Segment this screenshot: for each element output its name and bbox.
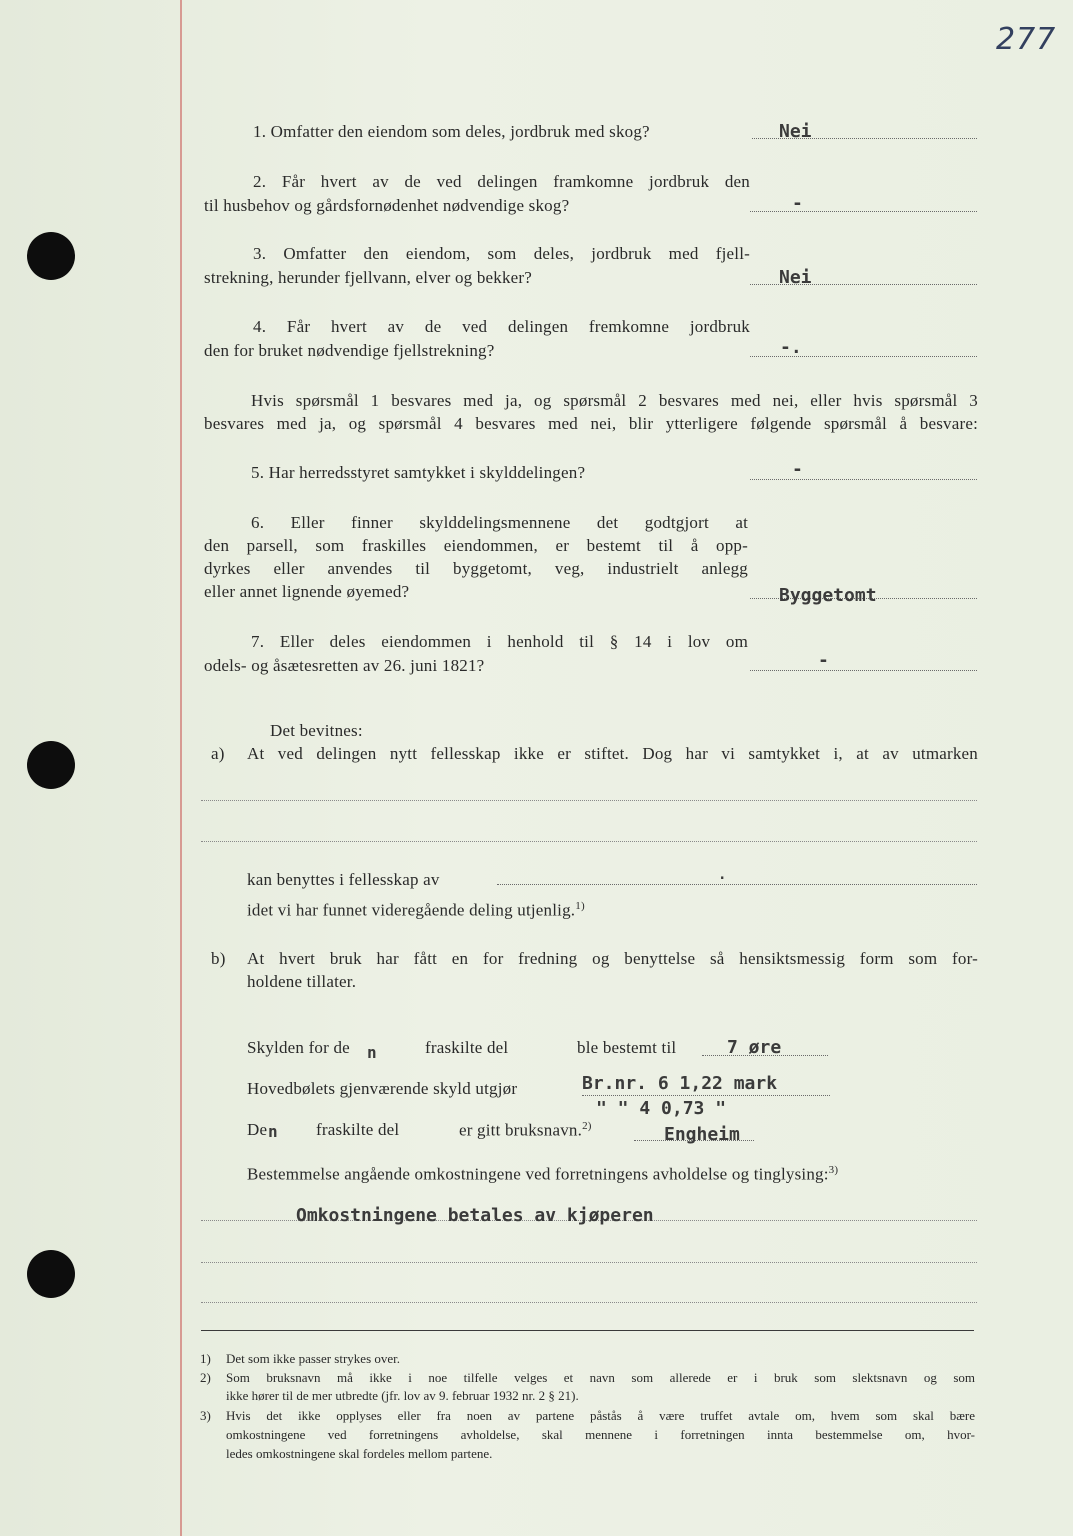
navn-label-c-text: er gitt bruksnavn. (459, 1120, 583, 1140)
condition-line-2: besvares med ja, og spørsmål 4 besvares med nei, blir ytterligere følgende spørsmål å besvare: (204, 414, 978, 433)
punch-hole-bottom (27, 1250, 75, 1298)
footnote-ref-3: 3) (828, 1164, 839, 1176)
attest-b-line-2: holdene tillater. (247, 972, 357, 991)
navn-label-b: fraskilte del (316, 1120, 400, 1139)
question-6-line-1: 6. Eller finner skylddelingsmennene det godtgjort at (251, 513, 748, 532)
fill-line-1 (201, 800, 977, 801)
skyld-label-a: Skylden for de (247, 1038, 350, 1057)
punch-hole-top (27, 232, 75, 280)
answer-4: -. (780, 337, 802, 358)
answer-7: - (818, 650, 829, 671)
attest-a-text: At ved delingen nytt fellesskap ikke er stiftet. Dog har vi samtykket i, at av utmarken (247, 744, 978, 763)
skyld-label-b: fraskilte del (425, 1038, 509, 1057)
navn-label-a: De (247, 1120, 268, 1139)
page-number: 277 (996, 22, 1057, 57)
answer-6: Byggetomt (779, 585, 877, 606)
cost-line-3 (201, 1302, 977, 1303)
navn-suffix: n (268, 1122, 278, 1141)
answer-5: - (792, 459, 803, 480)
cost-label-text: Bestemmelse angående omkostningene ved forretningens avholdelse og tinglysing: (247, 1164, 829, 1184)
question-4-line-2: den for bruket nødvendige fjellstrekning? (204, 341, 495, 360)
footnote-separator (201, 1330, 974, 1331)
footnote-1-mark: 1) (200, 1351, 211, 1366)
navn-label-c (459, 1120, 592, 1141)
footnote-3-line-2: omkostningene ved forretningens avholdelse, skal mennene i forretningen innta bestemmelse om, hvor- (226, 1427, 975, 1442)
footnote-3-mark: 3) (200, 1408, 211, 1423)
cost-label (247, 1164, 838, 1185)
answer-line-5 (750, 479, 977, 480)
fill-line-2 (201, 841, 977, 842)
question-6-line-3: dyrkes eller anvendes til byggetomt, veg, industrielt anlegg (204, 559, 748, 578)
question-6-line-4: eller annet lignende øyemed? (204, 582, 410, 601)
hoved-label: Hovedbølets gjenværende skyld utgjør (247, 1079, 518, 1098)
question-2-line-1: 2. Får hvert av de ved delingen framkomne jordbruk den (253, 172, 750, 191)
footnote-1: Det som ikke passer strykes over. (226, 1351, 401, 1366)
footnote-3-line-1: Hvis det ikke opplyses eller fra noen av partene påstås å være truffet avtale om, hvem som skal bære (226, 1408, 975, 1423)
footnote-2-mark: 2) (200, 1370, 211, 1385)
common-use-mark: . (718, 867, 727, 883)
answer-line-2 (750, 211, 977, 212)
question-3-line-2: strekning, herunder fjellvann, elver og bekker? (204, 268, 533, 287)
question-6-line-2: den parsell, som fraskilles eiendommen, er bestemt til å opp- (204, 536, 748, 555)
attest-heading: Det bevitnes: (270, 721, 363, 740)
skyld-suffix: n (367, 1043, 377, 1062)
answer-2: - (792, 193, 803, 214)
answer-3: Nei (779, 267, 812, 288)
further-division-text: idet vi har funnet videregående deling utjenlig. (247, 900, 576, 920)
question-3-line-1: 3. Omfatter den eiendom, som deles, jordbruk med fjell- (253, 244, 750, 263)
skyld-label-c: ble bestemt til (577, 1038, 677, 1057)
question-1: 1. Omfatter den eiendom som deles, jordbruk med skog? (253, 122, 650, 141)
footnote-ref-1: 1) (575, 900, 585, 912)
attest-b-line-1: At hvert bruk har fått en for fredning og benyttelse så hensiktsmessig form som for- (247, 949, 978, 968)
hoved-line (582, 1095, 830, 1096)
answer-line-7 (750, 670, 977, 671)
answer-1: Nei (779, 121, 812, 142)
hoved-value-1: Br.nr. 6 1,22 mark (582, 1073, 778, 1094)
common-use-label: kan benyttes i fellesskap av (247, 870, 440, 889)
skyld-value: 7 øre (727, 1037, 782, 1058)
question-2-line-2: til husbehov og gårdsfornødenhet nødvendige skog? (204, 196, 570, 215)
cost-line-2 (201, 1262, 977, 1263)
condition-line-1: Hvis spørsmål 1 besvares med ja, og spørsmål 2 besvares med nei, eller hvis spørsmål 3 (251, 391, 978, 410)
footnote-3-line-3: ledes omkostningene skal fordeles mellom partene. (226, 1446, 493, 1461)
attest-a-label: a) (211, 744, 225, 763)
question-7-line-1: 7. Eller deles eiendommen i henhold til § 14 i lov om (251, 632, 748, 651)
attest-b-label: b) (211, 949, 226, 968)
punch-hole-middle (27, 741, 75, 789)
footnote-ref-2: 2) (582, 1120, 592, 1132)
cost-value: Omkostningene betales av kjøperen (296, 1205, 654, 1226)
navn-value: Engheim (664, 1124, 740, 1145)
further-division (247, 900, 585, 921)
question-4-line-1: 4. Får hvert av de ved delingen fremkomne jordbruk (253, 317, 750, 336)
question-5: 5. Har herredsstyret samtykket i skylddelingen? (251, 463, 586, 482)
question-7-line-2: odels- og åsætesretten av 26. juni 1821? (204, 656, 485, 675)
margin-line (180, 0, 182, 1536)
hoved-value-2: " " 4 0,73 " (596, 1098, 727, 1119)
footnote-2-line-1: Som bruksnavn må ikke i noe tilfelle velges et navn som allerede er i bruk som slektsnavn og som (226, 1370, 975, 1385)
footnote-2-line-2: ikke hører til de mer utbredte (jfr. lov av 9. februar 1932 nr. 2 § 21). (226, 1388, 579, 1403)
common-use-line (497, 884, 977, 885)
